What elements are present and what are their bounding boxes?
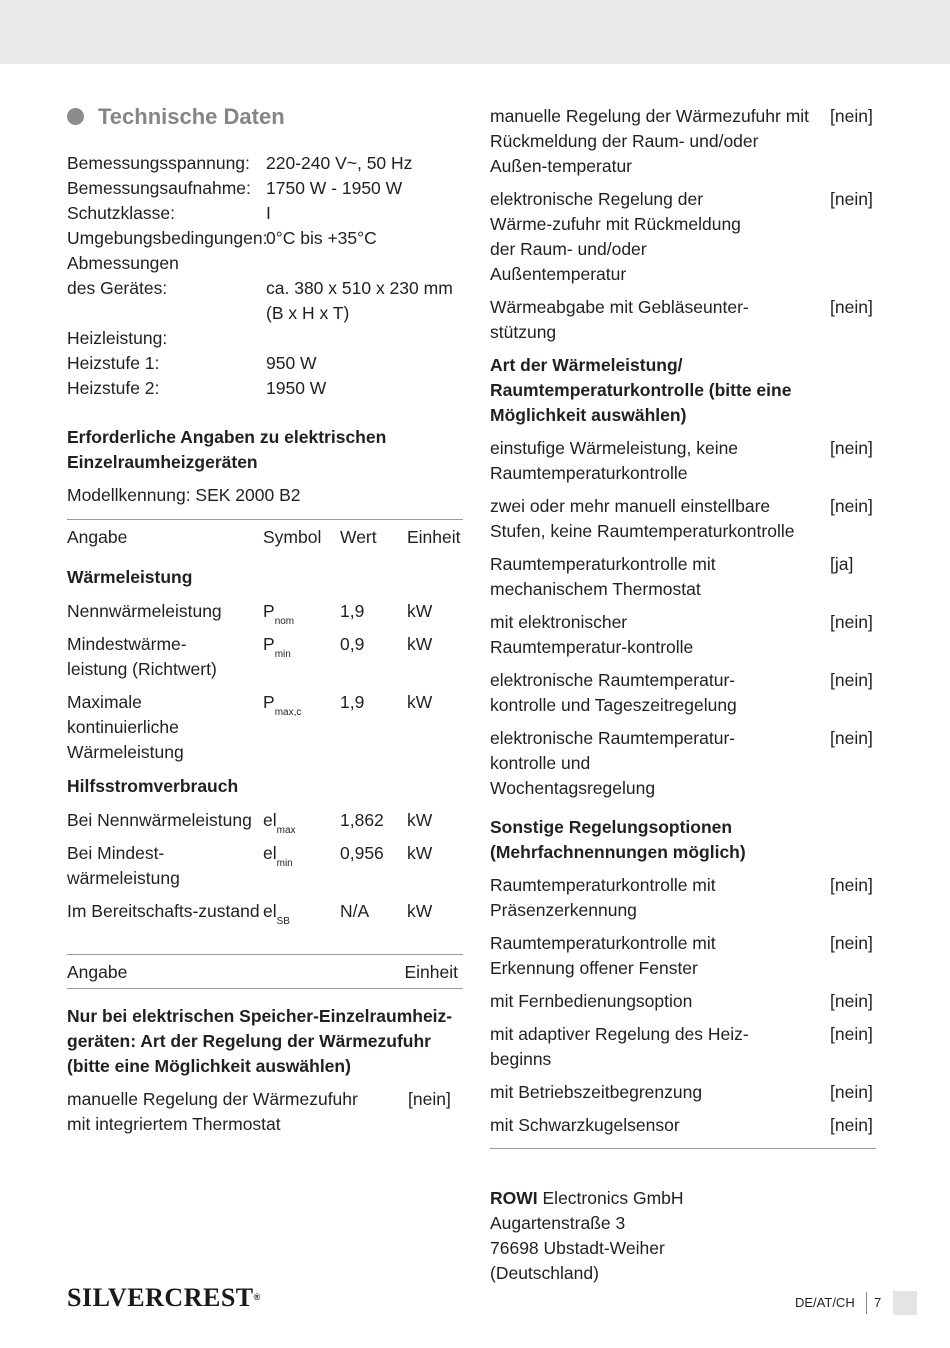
option-value: [nein] [830,875,873,895]
option-value: [nein] [830,991,873,1011]
waerme-heading: Wärmeleistung [67,567,193,587]
sonstige-heading: Sonstige Regelungsoptionen (Mehrfachnennungen möglich) [490,817,746,862]
option-text: manuelle Regelung der Wärmezufuhr mit Rückmeldung der Raum- und/oder Außen-temperatur [490,106,810,176]
row-value: N/A [340,901,370,921]
bullet-icon [67,108,84,125]
row-symbol: $el_{max}$ [263,810,296,836]
spec-row [67,376,463,401]
option-row [490,295,876,345]
option-row [490,187,876,287]
option-text: mit Fernbedienungsoption [490,991,693,1011]
option-text: einstufige Wärmeleistung, keine Raumtemperaturkontrolle [490,438,739,483]
option-value: [nein] [830,1115,873,1135]
option-value: [nein] [830,106,873,126]
spec-value: 1950 W [266,378,327,398]
option-text: elektronische Raumtemperatur-kontrolle und Tageszeitregelung [490,670,737,715]
table-row [67,632,463,682]
spec-row [67,151,463,176]
option-row [490,104,876,179]
option-row [490,610,876,660]
option-row [67,1087,463,1137]
option-row [490,436,876,486]
spec-row [67,276,463,326]
table-header [67,520,463,553]
spec-label: Heizstufe 2: [67,378,160,398]
table2-header [67,955,463,988]
row-unit: kW [407,634,433,654]
option-text: mit adaptiver Regelung des Heiz-beginns [490,1024,749,1069]
spec-label: Schutzklasse: [67,203,175,223]
option-value: [nein] [830,297,873,317]
option-text: Wärmeabgabe mit Gebläseunter-stützung [490,297,749,342]
option-text: elektronische Raumtemperatur-kontrolle und Wochentagsregelung [490,728,736,798]
row-label: Maximale kontinuierliche Wärmeleistung [67,692,184,762]
option-text: Raumtemperaturkontrolle mit Präsenzerkennung [490,875,716,920]
page-marker [893,1291,917,1315]
left-column [67,100,463,1137]
city: 76698 Ubstadt-Weiher [490,1238,665,1258]
header-einheit: Einheit [404,962,458,982]
option-text: elektronische Regelung der Wärme-zufuhr mit Rückmeldung der Raum- und/oder Außentemperatur [490,189,741,284]
row-value: 0,9 [340,634,365,654]
row-symbol: $P_{max,c}$ [263,692,302,718]
row-symbol: $el_{SB}$ [263,901,290,927]
spec-value [266,326,463,351]
option-text: mit Schwarzkugelsensor [490,1115,680,1135]
row-unit: kW [407,843,433,863]
spec-row [67,176,463,201]
spec-label: Umgebungsbedingungen: [67,228,268,248]
option-value: [nein] [830,189,873,209]
header-wert: Wert [340,527,377,547]
option-row [490,726,876,801]
spec-label: Bemessungsspannung: [67,153,250,173]
country: (Deutschland) [490,1263,599,1283]
spec-value: 220-240 V~, 50 Hz [266,153,413,173]
row-label: Mindestwärme-leistung (Richtwert) [67,634,217,679]
option-row [490,931,876,981]
eu-heading: Erforderliche Angaben zu elektrischen Einzelraumheizgeräten [67,427,387,472]
brand-logo: SILVERCREST® [67,1283,261,1312]
spec-row [67,251,463,276]
spec-value [266,251,463,276]
header-angabe: Angabe [67,527,128,547]
option-row [490,1113,876,1138]
spec-label: Heizstufe 1: [67,353,160,373]
option-row [490,1022,876,1072]
spec-value: 1750 W - 1950 W [266,178,403,198]
address-block [490,1186,876,1286]
table-row [67,841,463,891]
spec-label: Bemessungsaufnahme: [67,178,251,198]
row-value: 1,9 [340,692,365,712]
option-text: mit Betriebszeitbegrenzung [490,1082,703,1102]
option-value: [nein] [830,728,873,748]
company-name: ROWI Electronics GmbH [490,1188,684,1208]
table-row [67,899,463,927]
art-heading: Art der Wärmeleistung/ Raumtemperaturkontrolle (bitte eine Möglichkeit auswählen) [490,355,792,425]
section-title-text: Technische Daten [98,103,285,129]
option-value: [nein] [830,496,873,516]
table-row [67,599,463,627]
row-unit: kW [407,901,433,921]
row-symbol: $el_{min}$ [263,843,293,869]
divider [490,1148,876,1149]
section-title [67,100,463,132]
header-symbol: Symbol [263,527,322,547]
option-value: [nein] [830,670,873,690]
option-text: Raumtemperaturkontrolle mit Erkennung offener Fenster [490,933,716,978]
divider [67,988,463,989]
row-unit: kW [407,692,433,712]
option-value: [nein] [830,1082,873,1102]
locale-label: DE/AT/CH [795,1295,855,1310]
row-label: Bei Mindest-wärmeleistung [67,843,180,888]
model-id: Modellkennung: SEK 2000 B2 [67,485,301,505]
page-number: 7 [874,1295,882,1310]
spec-row [67,351,463,376]
hilfs-heading: Hilfsstromverbrauch [67,776,239,796]
table-row [67,690,463,765]
row-unit: kW [407,601,433,621]
spec-list [67,151,463,401]
option-row [490,1080,876,1105]
row-label: Im Bereitschafts-zustand [67,901,260,921]
spec-label: Abmessungen [67,253,179,273]
option-row [490,552,876,602]
row-unit: kW [407,810,433,830]
header-bar [0,0,950,64]
spec-row [67,226,463,251]
option-row [490,873,876,923]
row-label: Bei Nennwärmeleistung [67,810,252,830]
spec-label: des Gerätes: [67,278,168,298]
option-row [490,668,876,718]
street: Augartenstraße 3 [490,1213,626,1233]
spec-value: ca. 380 x 510 x 230 mm (B x H x T) [266,278,453,323]
option-row [490,494,876,544]
row-value: 1,9 [340,601,365,621]
option-value: [nein] [830,933,873,953]
option-value: [nein] [830,612,873,632]
spec-value: I [266,203,271,223]
row-value: 0,956 [340,843,384,863]
header-angabe: Angabe [67,962,128,982]
table2-heading: Nur bei elektrischen Speicher-Einzelraumheiz-geräten: Art der Regelung der Wärmezufuhr (bitte eine Möglichkeit auswählen) [67,1006,453,1076]
row-symbol: $P_{min}$ [263,634,291,660]
option-row [490,989,876,1014]
option-value: [nein] [830,438,873,458]
right-column [490,104,876,1286]
option-value: [nein] [830,1024,873,1044]
spec-value: 950 W [266,353,317,373]
option-text: manuelle Regelung der Wärmezufuhr mit integriertem Thermostat [67,1089,358,1134]
option-value: [nein] [408,1089,451,1109]
spec-value: 0°C bis +35°C [266,228,377,248]
option-value: [ja] [830,554,854,574]
table-row [67,808,463,836]
footer-divider [866,1292,867,1314]
option-text: Raumtemperaturkontrolle mit mechanischem Thermostat [490,554,716,599]
spec-label: Heizleistung: [67,328,168,348]
option-text: mit elektronischer Raumtemperatur-kontrolle [490,612,694,657]
row-value: 1,862 [340,810,384,830]
row-symbol: $P_{nom}$ [263,601,295,627]
header-einheit: Einheit [407,527,461,547]
option-text: zwei oder mehr manuell einstellbare Stufen, keine Raumtemperaturkontrolle [490,496,795,541]
row-label: Nennwärmeleistung [67,601,222,621]
spec-row [67,326,463,351]
spec-row [67,201,463,226]
